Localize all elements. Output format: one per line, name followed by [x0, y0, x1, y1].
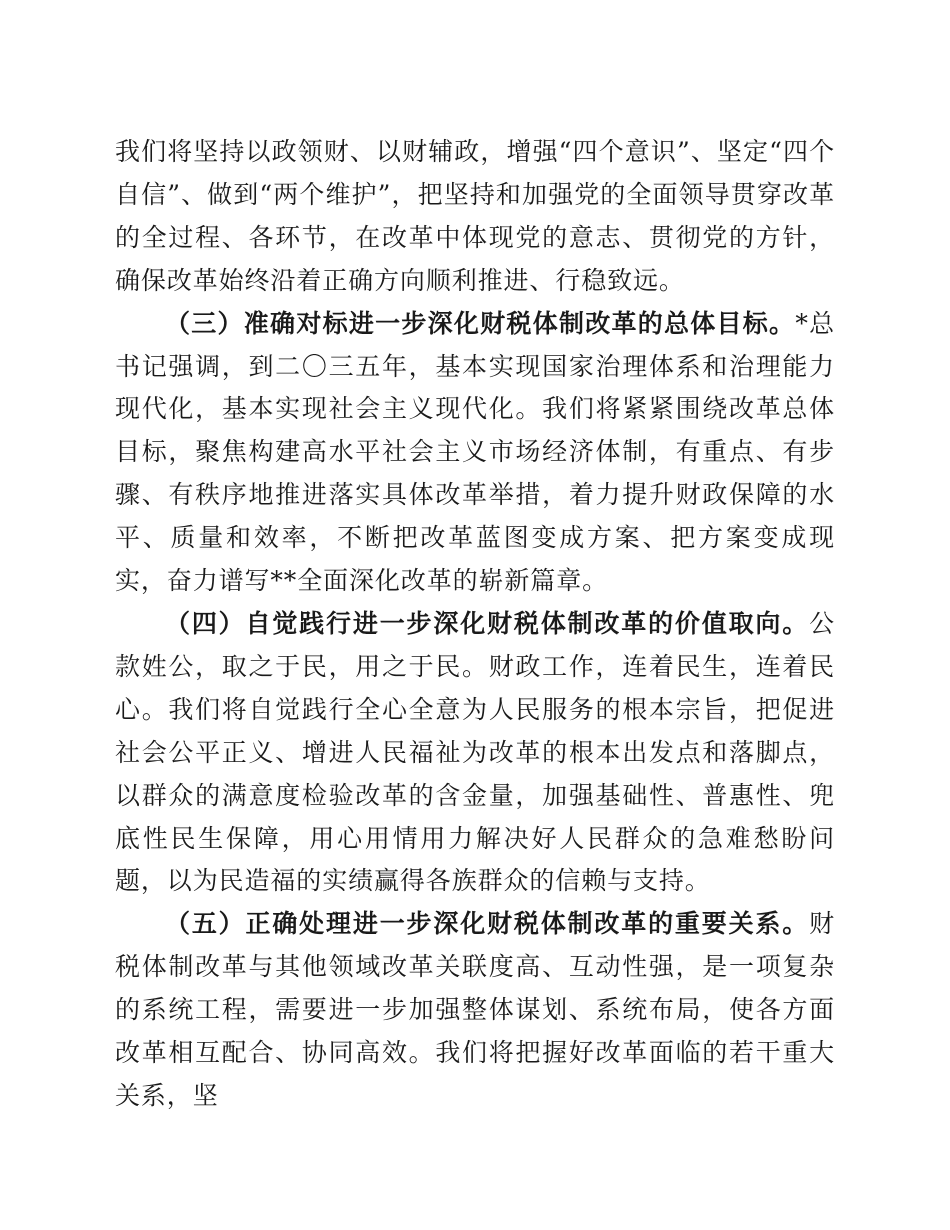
section-5-heading: （五）正确处理进一步深化财税体制改革的重要关系。	[165, 909, 810, 939]
section-5-text: 财税体制改革与其他领域改革关联度高、互动性强，是一项复杂的系统工程，需要进一步加强整体谋划、系统布局，使各方面改革相互配合、协同高效。我们将把握好改革面临的若干重大关系，坚	[115, 909, 835, 1110]
section-3-text: *总书记强调，到二〇三五年，基本实现国家治理体系和治理能力现代化，基本实现社会主义现代化。我们将紧紧围绕改革总体目标，聚焦构建高水平社会主义市场经济体制，有重点、有步骤、有秩序地推进落实具体改革举措，着力提升财政保障的水平、质量和效率，不断把改革蓝图变成方案、把方案变成现实，奋力谱写**全面深化改革的崭新篇章。	[115, 308, 835, 596]
section-3-heading: （三）准确对标进一步深化财税体制改革的总体目标。	[165, 308, 796, 338]
paragraph-text: 我们将坚持以政领财、以财辅政，增强“四个意识”、坚定“四个自信”、做到“两个维护”，把坚持和加强党的全面领导贯穿改革的全过程、各环节，在改革中体现党的意志、贯彻党的方针，确保改革始终沿着正确方向顺利推进、行稳致远。	[115, 137, 835, 295]
paragraph-continuation	[115, 131, 835, 303]
document-body	[115, 131, 835, 1118]
section-4-heading: （四）自觉践行进一步深化财税体制改革的价值取向。	[165, 608, 810, 638]
paragraph-section-5	[115, 903, 835, 1118]
paragraph-section-4	[115, 603, 835, 903]
paragraph-section-3	[115, 303, 835, 603]
section-4-text: 公款姓公，取之于民，用之于民。财政工作，连着民生，连着民心。我们将自觉践行全心全意为人民服务的根本宗旨，把促进社会公平正义、增进人民福祉为改革的根本出发点和落脚点，以群众的满意度检验改革的含金量，加强基础性、普惠性、兜底性民生保障，用心用情用力解决好人民群众的急难愁盼问题，以为民造福的实绩赢得各族群众的信赖与支持。	[115, 608, 835, 896]
